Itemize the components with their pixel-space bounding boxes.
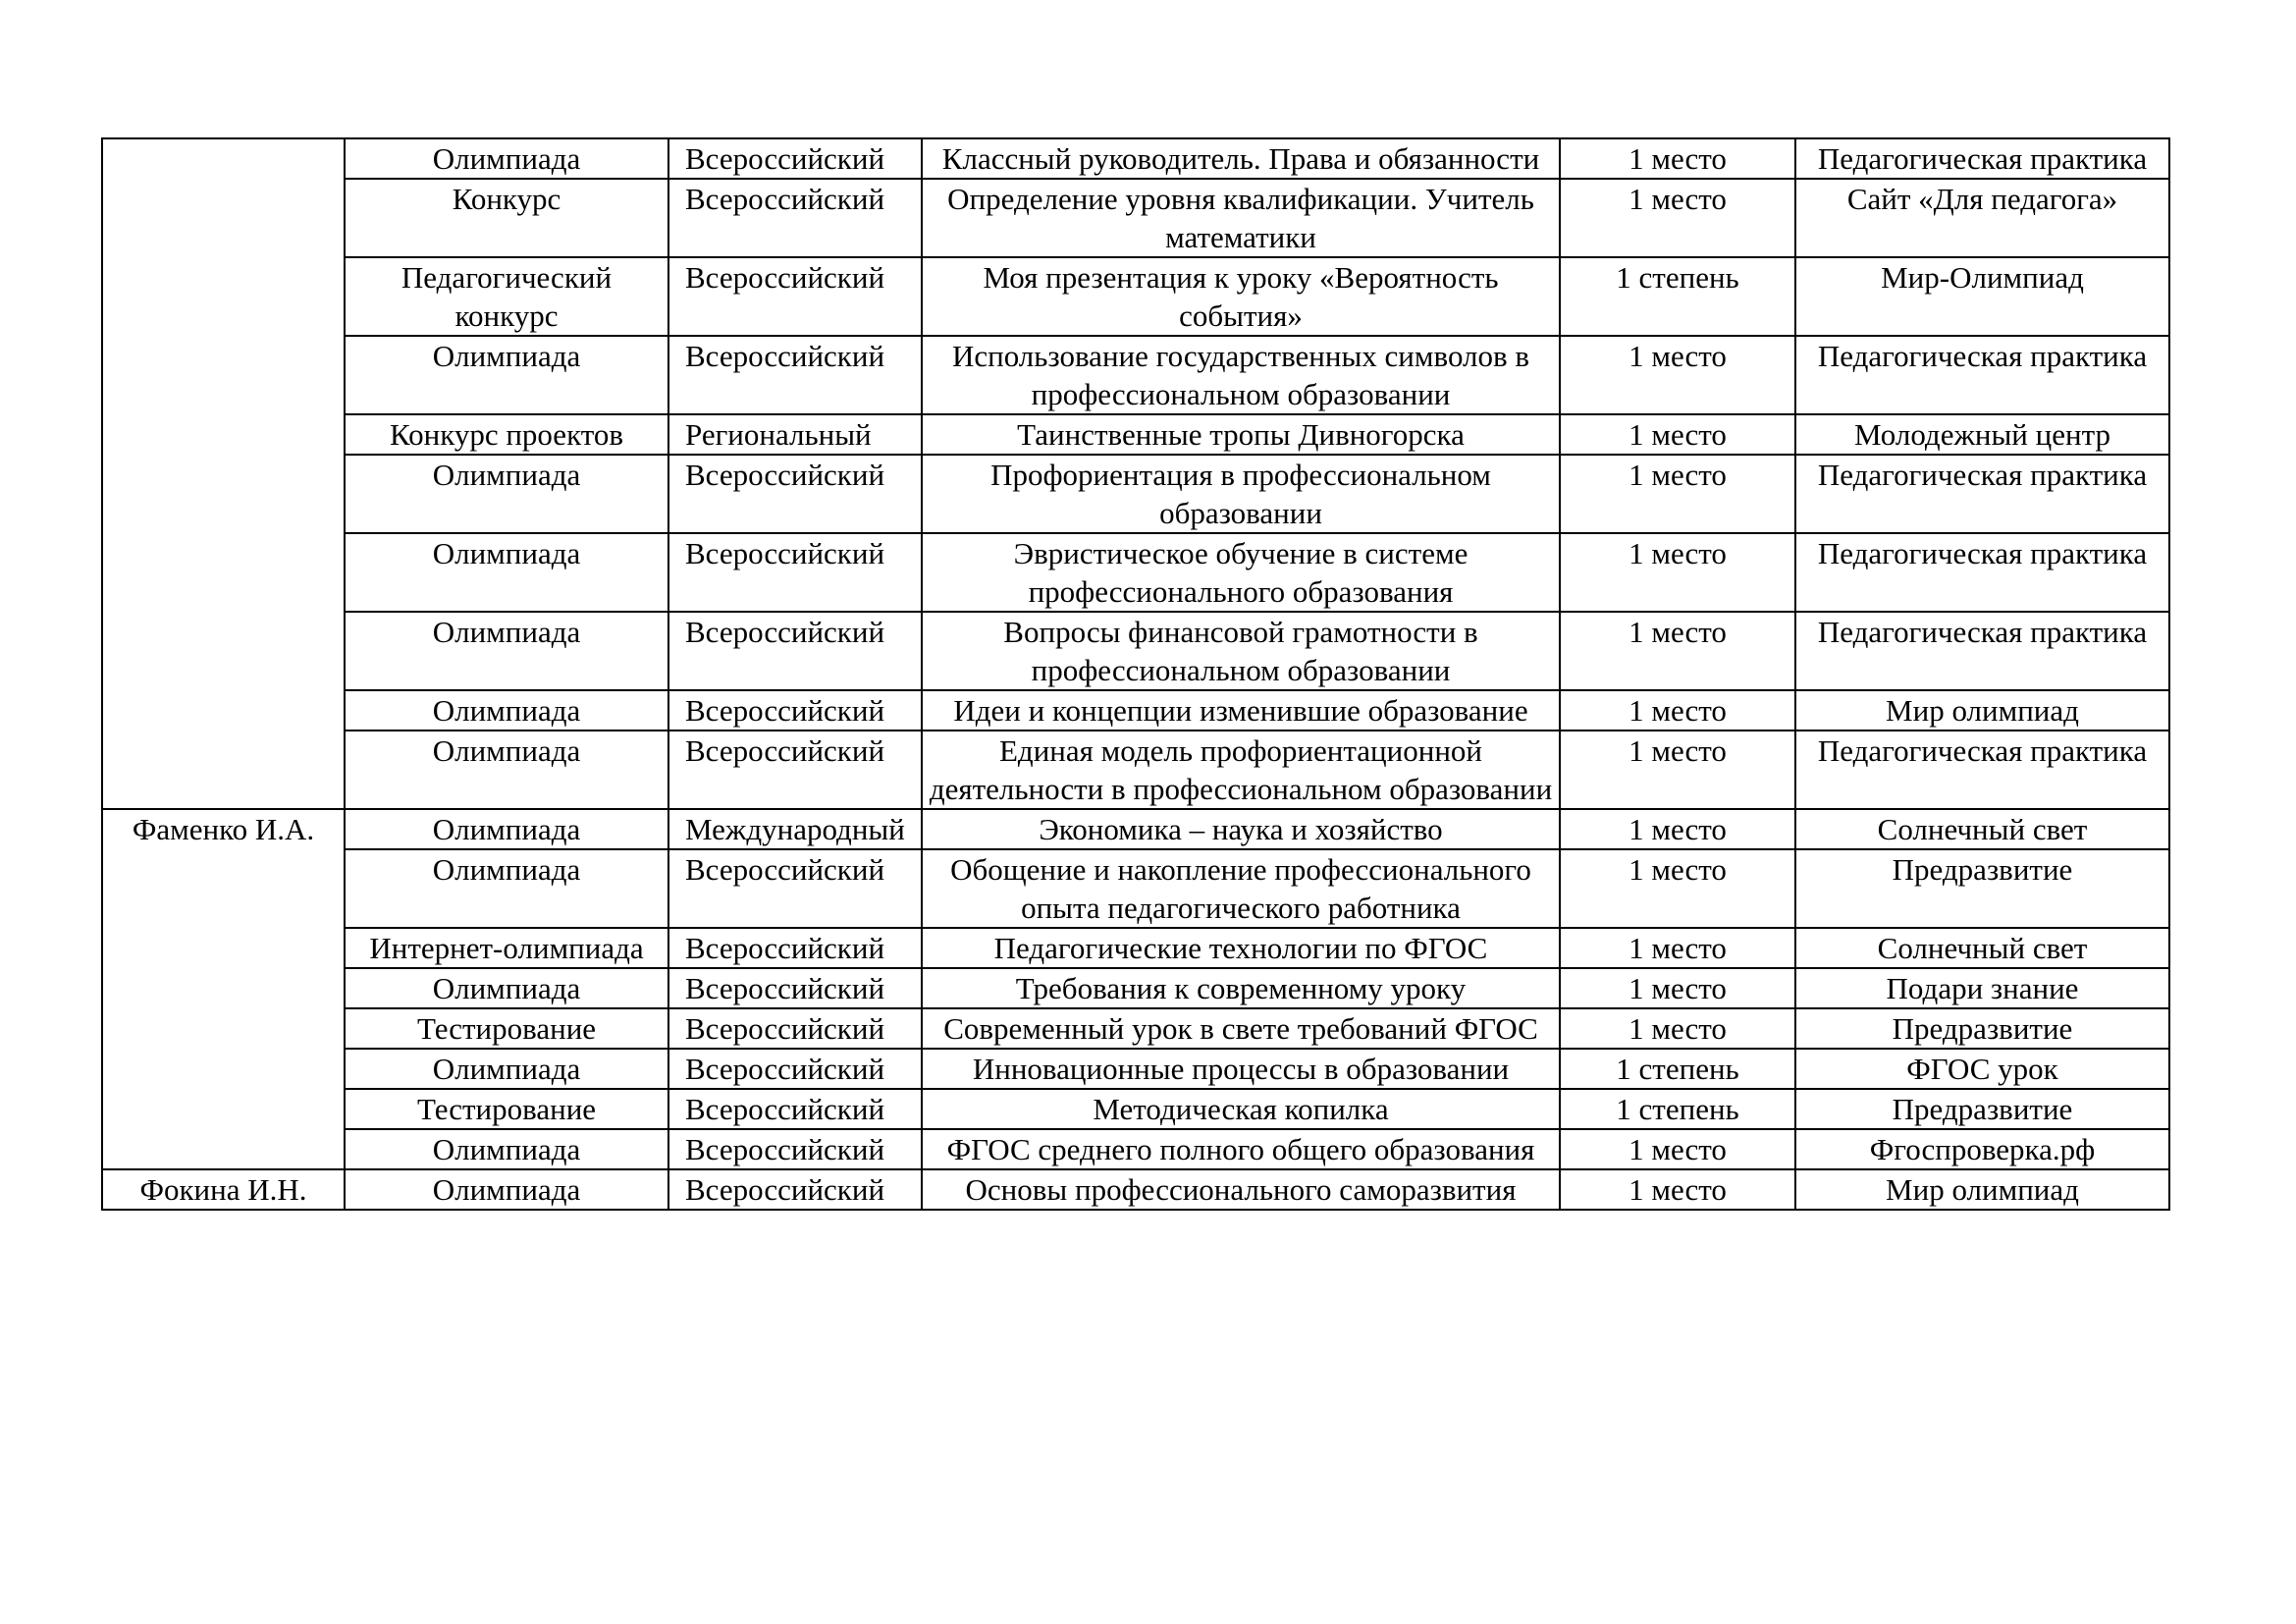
event-type-cell: Олимпиада [345, 809, 668, 849]
event-result-cell: 1 место [1560, 849, 1795, 928]
event-level-cell: Всероссийский [668, 849, 922, 928]
event-topic-cell: Вопросы финансовой грамотности в профессиональном образовании [922, 612, 1560, 690]
event-organizer-cell: Педагогическая практика [1795, 455, 2169, 533]
event-level-cell: Всероссийский [668, 533, 922, 612]
event-topic-cell: ФГОС среднего полного общего образования [922, 1129, 1560, 1169]
event-result-cell: 1 место [1560, 809, 1795, 849]
event-type-cell: Олимпиада [345, 612, 668, 690]
event-type-cell: Олимпиада [345, 138, 668, 179]
table-row [102, 928, 2169, 968]
event-organizer-cell: Педагогическая практика [1795, 533, 2169, 612]
event-level-cell: Всероссийский [668, 928, 922, 968]
event-type-cell: Конкурс проектов [345, 414, 668, 455]
event-topic-cell: Современный урок в свете требований ФГОС [922, 1008, 1560, 1049]
event-result-cell: 1 степень [1560, 1089, 1795, 1129]
table-row [102, 1008, 2169, 1049]
event-organizer-cell: Мир олимпиад [1795, 1169, 2169, 1210]
event-level-cell: Региональный [668, 414, 922, 455]
event-level-cell: Всероссийский [668, 1169, 922, 1210]
event-result-cell: 1 место [1560, 336, 1795, 414]
event-result-cell: 1 место [1560, 455, 1795, 533]
event-result-cell: 1 место [1560, 1008, 1795, 1049]
table-row [102, 849, 2169, 928]
table-row [102, 1089, 2169, 1129]
event-organizer-cell: Педагогическая практика [1795, 138, 2169, 179]
event-type-cell: Олимпиада [345, 731, 668, 809]
event-organizer-cell: Сайт «Для педагога» [1795, 179, 2169, 257]
event-level-cell: Всероссийский [668, 1008, 922, 1049]
event-result-cell: 1 место [1560, 690, 1795, 731]
table-row [102, 455, 2169, 533]
event-level-cell: Всероссийский [668, 179, 922, 257]
event-topic-cell: Идеи и концепции изменившие образование [922, 690, 1560, 731]
event-result-cell: 1 степень [1560, 257, 1795, 336]
event-level-cell: Всероссийский [668, 1049, 922, 1089]
event-result-cell: 1 место [1560, 533, 1795, 612]
table-row [102, 1129, 2169, 1169]
event-type-cell: Олимпиада [345, 849, 668, 928]
event-organizer-cell: Солнечный свет [1795, 928, 2169, 968]
table-row [102, 336, 2169, 414]
event-type-cell: Олимпиада [345, 1129, 668, 1169]
table-row [102, 414, 2169, 455]
event-type-cell: Педагогический конкурс [345, 257, 668, 336]
event-level-cell: Всероссийский [668, 455, 922, 533]
event-level-cell: Всероссийский [668, 1129, 922, 1169]
event-type-cell: Тестирование [345, 1089, 668, 1129]
event-topic-cell: Моя презентация к уроку «Вероятность события» [922, 257, 1560, 336]
event-organizer-cell: Педагогическая практика [1795, 336, 2169, 414]
event-topic-cell: Требования к современному уроку [922, 968, 1560, 1008]
event-organizer-cell: Фгоспроверка.рф [1795, 1129, 2169, 1169]
event-topic-cell: Профориентация в профессиональном образовании [922, 455, 1560, 533]
event-result-cell: 1 место [1560, 928, 1795, 968]
event-topic-cell: Единая модель профориентационной деятельности в профессиональном образовании [922, 731, 1560, 809]
event-organizer-cell: Предразвитие [1795, 1089, 2169, 1129]
event-organizer-cell: Предразвитие [1795, 1008, 2169, 1049]
person-name-cell: Фокина И.Н. [102, 1169, 345, 1210]
event-result-cell: 1 место [1560, 179, 1795, 257]
event-type-cell: Конкурс [345, 179, 668, 257]
event-organizer-cell: Педагогическая практика [1795, 612, 2169, 690]
table-row [102, 731, 2169, 809]
event-topic-cell: Обощение и накопление профессионального опыта педагогического работника [922, 849, 1560, 928]
event-type-cell: Олимпиада [345, 455, 668, 533]
event-type-cell: Олимпиада [345, 336, 668, 414]
event-level-cell: Всероссийский [668, 968, 922, 1008]
event-organizer-cell: Солнечный свет [1795, 809, 2169, 849]
event-type-cell: Олимпиада [345, 1049, 668, 1089]
table-row [102, 257, 2169, 336]
event-level-cell: Всероссийский [668, 690, 922, 731]
event-result-cell: 1 место [1560, 1169, 1795, 1210]
event-organizer-cell: Подари знание [1795, 968, 2169, 1008]
event-result-cell: 1 место [1560, 612, 1795, 690]
event-topic-cell: Основы профессионального саморазвития [922, 1169, 1560, 1210]
event-organizer-cell: Педагогическая практика [1795, 731, 2169, 809]
event-topic-cell: Эвристическое обучение в системе профессионального образования [922, 533, 1560, 612]
event-type-cell: Олимпиада [345, 1169, 668, 1210]
event-level-cell: Международный [668, 809, 922, 849]
table-row [102, 690, 2169, 731]
event-organizer-cell: ФГОС урок [1795, 1049, 2169, 1089]
awards-table-body [102, 138, 2169, 1210]
table-row [102, 612, 2169, 690]
event-organizer-cell: Мир олимпиад [1795, 690, 2169, 731]
event-result-cell: 1 место [1560, 1129, 1795, 1169]
event-topic-cell: Использование государственных символов в профессиональном образовании [922, 336, 1560, 414]
table-row [102, 138, 2169, 179]
event-organizer-cell: Молодежный центр [1795, 414, 2169, 455]
event-topic-cell: Таинственные тропы Дивногорска [922, 414, 1560, 455]
event-result-cell: 1 место [1560, 414, 1795, 455]
event-result-cell: 1 место [1560, 138, 1795, 179]
event-topic-cell: Педагогические технологии по ФГОС [922, 928, 1560, 968]
event-level-cell: Всероссийский [668, 731, 922, 809]
event-level-cell: Всероссийский [668, 257, 922, 336]
event-organizer-cell: Мир-Олимпиад [1795, 257, 2169, 336]
event-topic-cell: Определение уровня квалификации. Учитель математики [922, 179, 1560, 257]
event-type-cell: Тестирование [345, 1008, 668, 1049]
event-type-cell: Олимпиада [345, 690, 668, 731]
table-row [102, 809, 2169, 849]
event-type-cell: Олимпиада [345, 968, 668, 1008]
event-level-cell: Всероссийский [668, 1089, 922, 1129]
event-topic-cell: Инновационные процессы в образовании [922, 1049, 1560, 1089]
awards-table [101, 137, 2170, 1211]
table-row [102, 1049, 2169, 1089]
event-topic-cell: Методическая копилка [922, 1089, 1560, 1129]
event-level-cell: Всероссийский [668, 612, 922, 690]
event-result-cell: 1 место [1560, 968, 1795, 1008]
person-name-cell: Фаменко И.А. [102, 809, 345, 1169]
event-topic-cell: Экономика – наука и хозяйство [922, 809, 1560, 849]
event-result-cell: 1 место [1560, 731, 1795, 809]
table-row [102, 1169, 2169, 1210]
event-type-cell: Олимпиада [345, 533, 668, 612]
table-row [102, 179, 2169, 257]
event-topic-cell: Классный руководитель. Права и обязанности [922, 138, 1560, 179]
table-row [102, 533, 2169, 612]
person-name-cell [102, 138, 345, 809]
event-level-cell: Всероссийский [668, 336, 922, 414]
event-type-cell: Интернет-олимпиада [345, 928, 668, 968]
event-organizer-cell: Предразвитие [1795, 849, 2169, 928]
table-row [102, 968, 2169, 1008]
event-level-cell: Всероссийский [668, 138, 922, 179]
event-result-cell: 1 степень [1560, 1049, 1795, 1089]
